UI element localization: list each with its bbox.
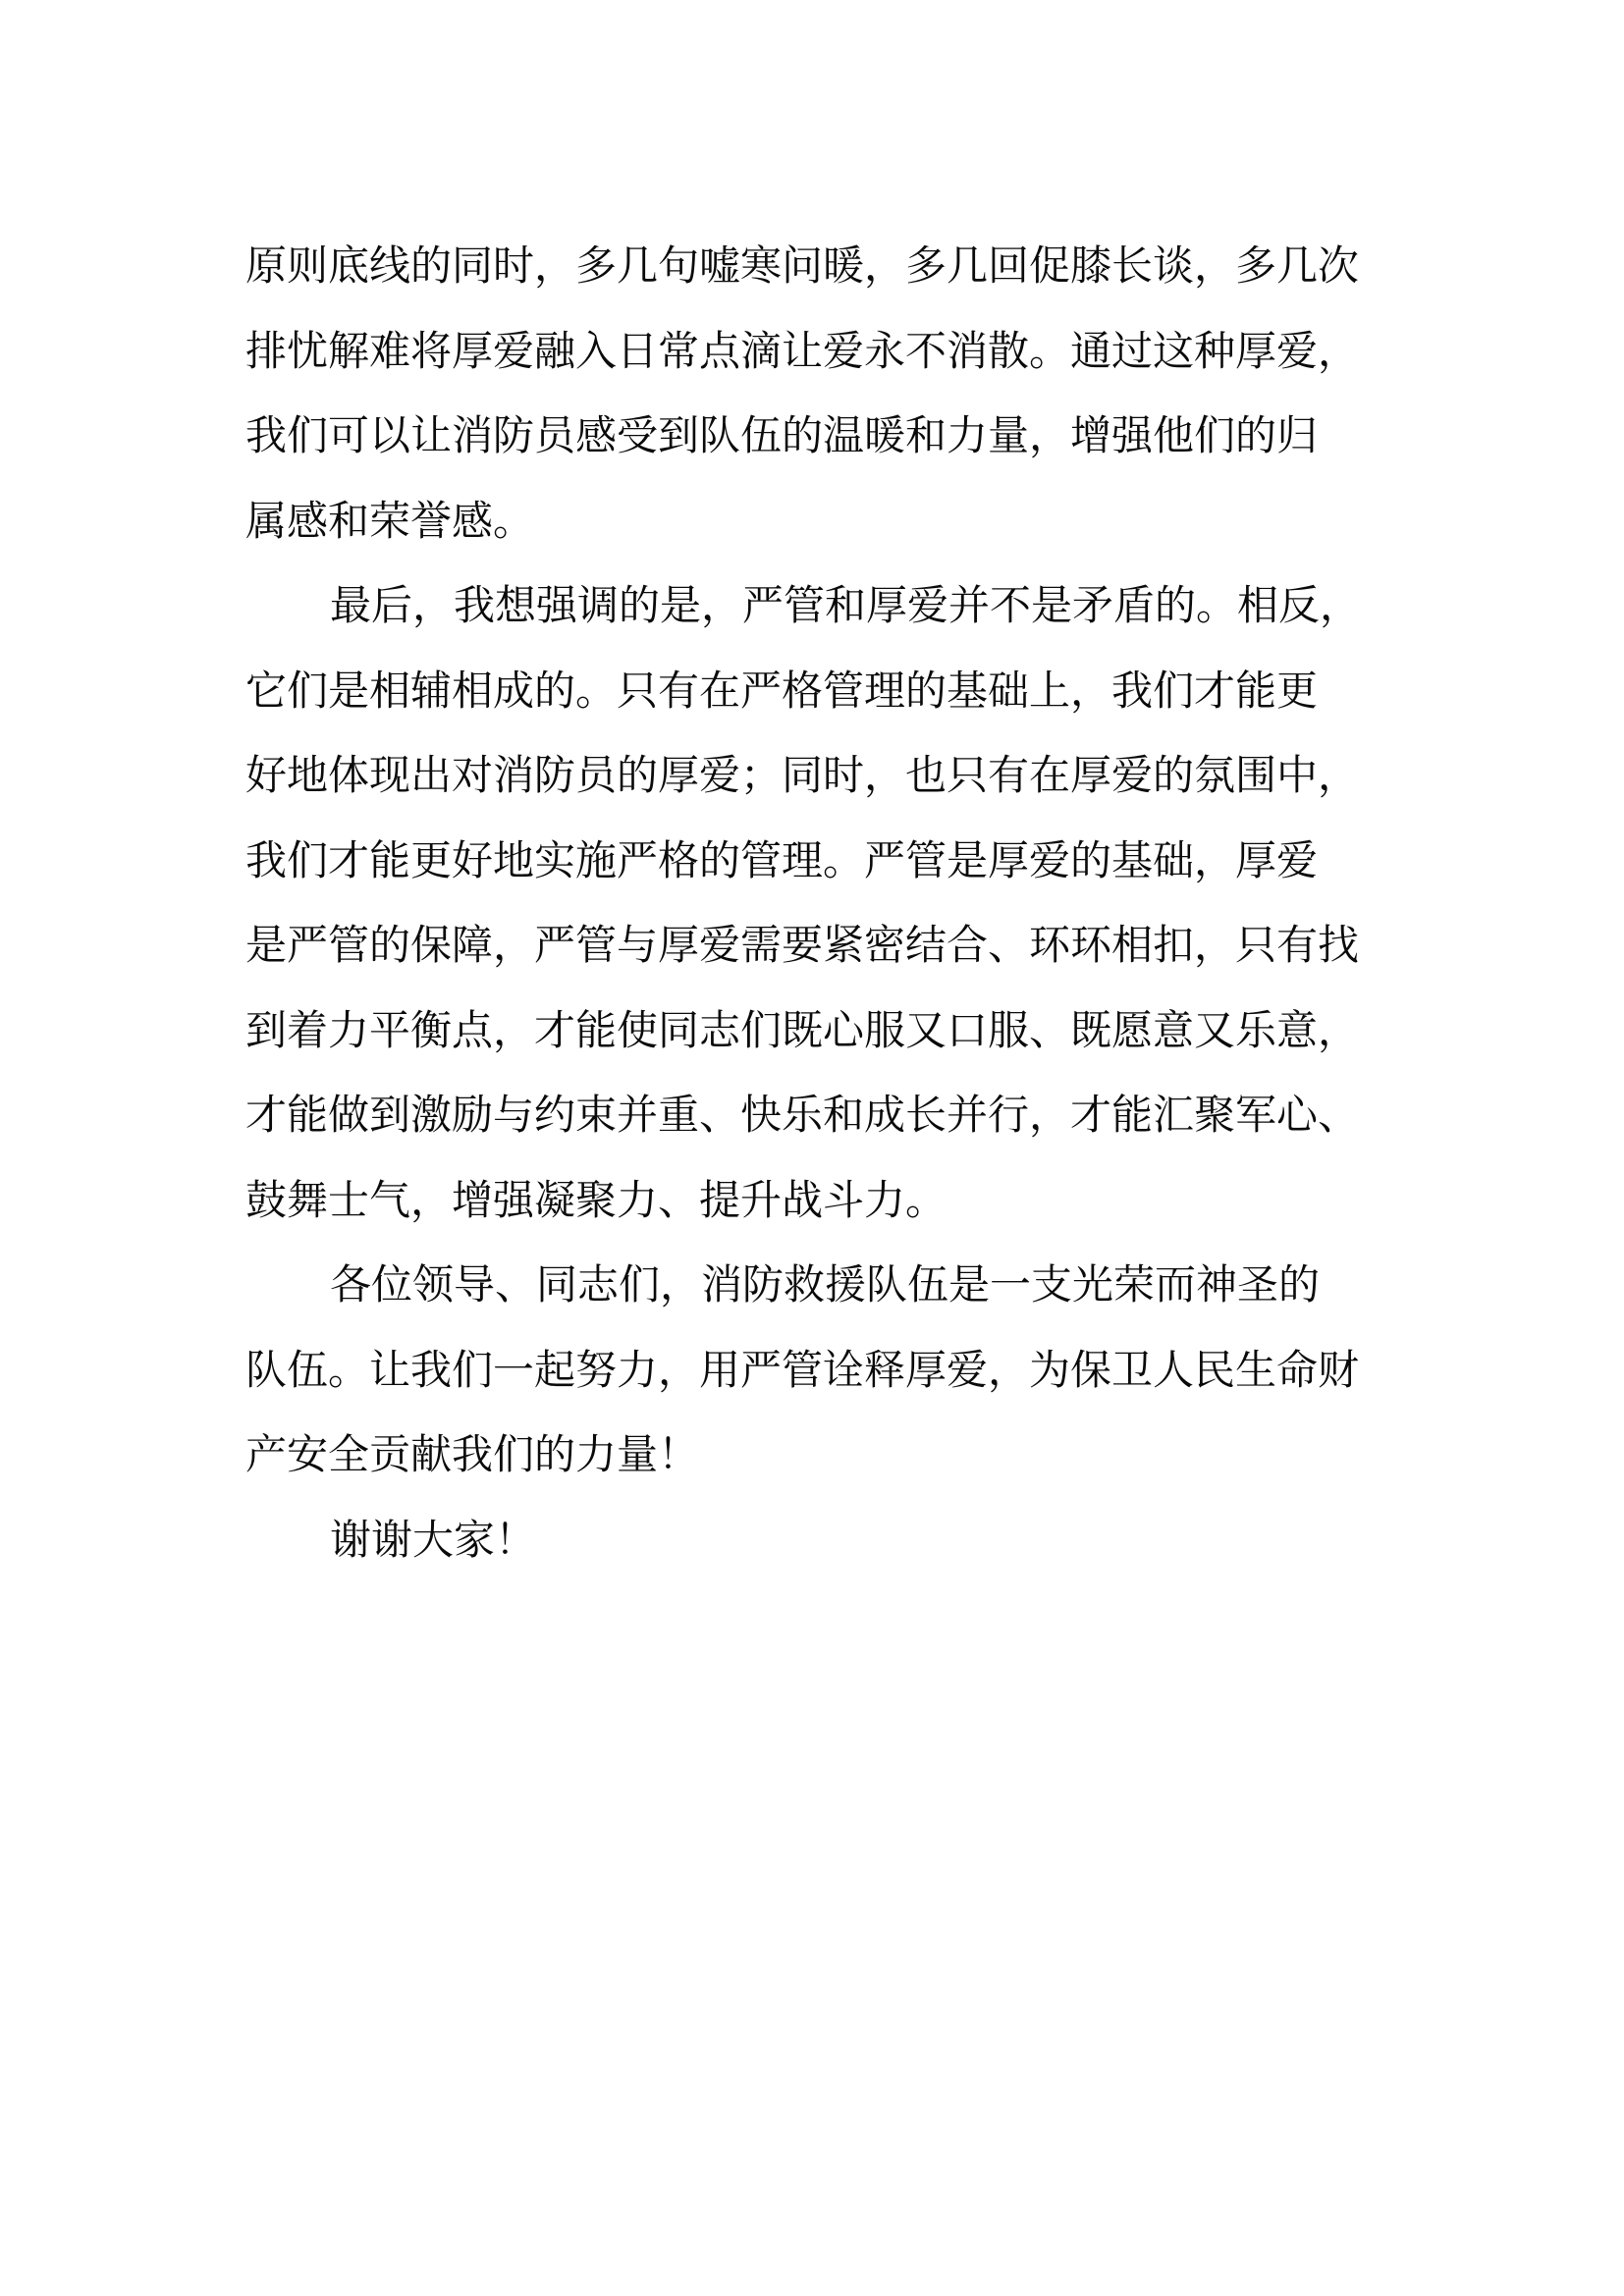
text-line: 原则底线的同时，多几句嘘寒问暖，多几回促膝长谈，多几次 [245, 241, 1360, 290]
closing-line: 谢谢大家！ [330, 1515, 537, 1564]
paragraph-principle-care [245, 224, 1384, 563]
paragraph-thanks [245, 1498, 1384, 1583]
text-line: 才能做到激励与约束并重、快乐和成长并行，才能汇聚军心、 [245, 1091, 1360, 1139]
text-line: 是严管的保障，严管与厚爱需要紧密结合、环环相扣，只有找 [245, 921, 1360, 969]
paragraph-call-to-action [245, 1243, 1384, 1498]
text-line: 各位领导、同志们，消防救援队伍是一支光荣而神圣的 [330, 1260, 1321, 1308]
text-line: 最后，我想强调的是，严管和厚爱并不是矛盾的。相反， [330, 581, 1362, 629]
text-line: 队伍。让我们一起努力，用严管诠释厚爱，为保卫人民生命财 [245, 1345, 1360, 1394]
text-line: 属感和荣誉感。 [245, 496, 535, 545]
text-line: 到着力平衡点，才能使同志们既心服又口服、既愿意又乐意， [245, 1005, 1360, 1054]
paragraph-conclusion [245, 563, 1384, 1243]
text-line: 它们是相辅相成的。只有在严格管理的基础上，我们才能更 [245, 666, 1319, 715]
text-line: 我们可以让消防员感受到队伍的温暖和力量，增强他们的归 [245, 411, 1319, 459]
text-line: 我们才能更好地实施严格的管理。严管是厚爱的基础，厚爱 [245, 835, 1319, 884]
document-body [245, 224, 1384, 1582]
text-line: 产安全贡献我们的力量！ [245, 1430, 700, 1478]
text-line: 好地体现出对消防员的厚爱；同时，也只有在厚爱的氛围中， [245, 751, 1360, 799]
text-line: 鼓舞士气，增强凝聚力、提升战斗力。 [245, 1175, 947, 1224]
text-line: 排忧解难将厚爱融入日常点滴让爱永不消散。通过这种厚爱， [245, 326, 1360, 375]
